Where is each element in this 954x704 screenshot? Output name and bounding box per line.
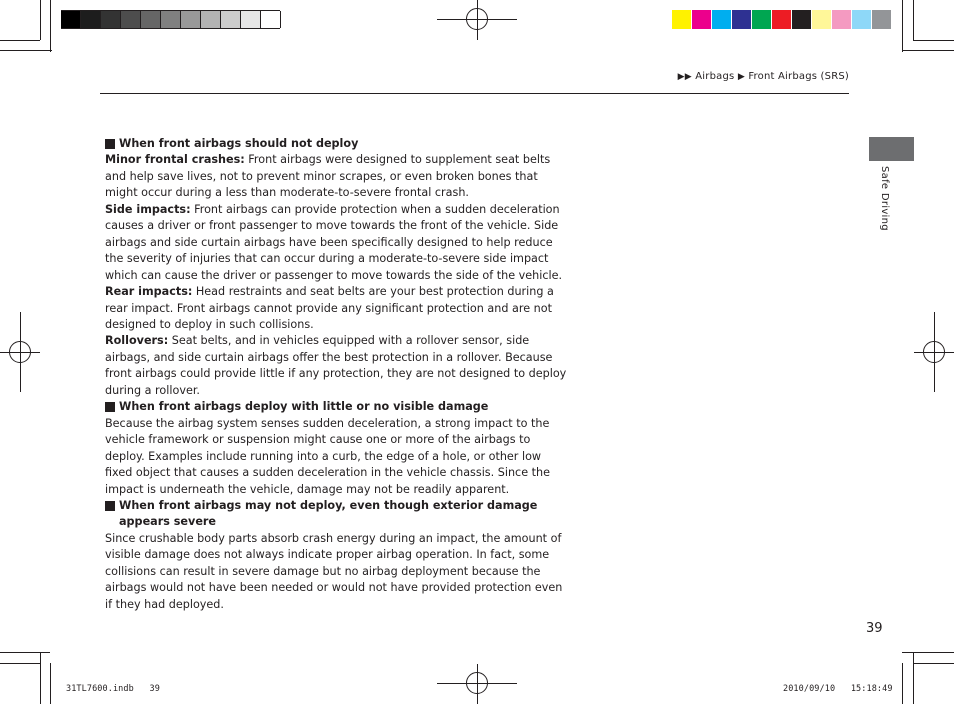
crop-mark	[40, 652, 41, 704]
section-heading-text: When front airbags should not deploy	[119, 137, 359, 150]
registration-circle	[9, 341, 31, 363]
crop-mark	[50, 663, 51, 704]
crop-mark	[0, 50, 52, 51]
color-swatch	[792, 10, 811, 29]
crop-mark	[50, 0, 51, 52]
footer-filename: 31TL7600.indb	[66, 684, 134, 694]
grayscale-swatch	[101, 11, 121, 28]
paragraph	[105, 152, 567, 201]
breadcrumb-arrow-icon: ▶	[737, 72, 745, 82]
breadcrumb-item-front-airbags[interactable]: Front Airbags (SRS)	[748, 71, 849, 82]
paragraph-text: Because the airbag system senses sudden deceleration, a strong impact to the vehicle framework or suspension might cause one or more of the airbags to deploy. Examples include running into a curb, the edge of a hole, or other low fixed object that causes a sudden deceleration in the vehicle chassis. Since the impact is underneath the vehicle, damage may not be readily apparent.	[105, 416, 551, 496]
registration-circle	[923, 341, 945, 363]
paragraph-text: Head restraints and seat belts are your best protection during a rear impact. Front airbags cannot provide any significant protection and are not designed to deploy in such collisions.	[105, 285, 554, 331]
crop-mark	[913, 0, 914, 40]
color-swatch	[692, 10, 711, 29]
section-heading-text: When front airbags may not deploy, even though exterior damage appears severe	[119, 498, 538, 529]
color-swatch	[712, 10, 731, 29]
crop-mark	[40, 0, 41, 40]
color-swatch	[752, 10, 771, 29]
square-bullet-icon	[105, 139, 115, 149]
crop-mark	[902, 0, 903, 52]
footer-time: 15:18:49	[850, 684, 893, 694]
section-heading	[105, 498, 539, 531]
square-bullet-icon	[105, 402, 115, 412]
chapter-tab	[869, 137, 914, 161]
footer-file	[66, 684, 160, 694]
square-bullet-icon	[105, 501, 115, 511]
footer-timestamp	[783, 684, 893, 694]
crop-mark	[913, 663, 954, 664]
section-heading	[105, 399, 567, 415]
grayscale-calibration-strip	[61, 10, 280, 29]
crop-mark	[0, 663, 40, 664]
paragraph-text: Front airbags can provide protection when a sudden deceleration causes a driver or front passenger to move towards the front of the vehicle. Side airbags and side curtain airbags have been specifically designed to help reduce the severity of injuries that can occur during a moderate-to-severe side impact which can cause the driver or passenger to move towards the side of the vehicle.	[105, 202, 563, 282]
paragraph	[105, 333, 567, 399]
paragraph-lead: Side impacts:	[105, 202, 191, 216]
header-rule	[100, 93, 849, 94]
page-number: 39	[866, 621, 883, 636]
paragraph	[105, 531, 567, 613]
breadcrumb	[678, 71, 849, 82]
color-swatch	[812, 10, 831, 29]
grayscale-swatch	[81, 11, 101, 28]
breadcrumb-item-airbags[interactable]: Airbags	[695, 71, 735, 82]
grayscale-swatch	[161, 11, 181, 28]
grayscale-swatch	[121, 11, 141, 28]
crop-mark	[0, 40, 40, 41]
crop-mark	[902, 50, 954, 51]
paragraph	[105, 284, 567, 333]
color-swatch	[672, 10, 691, 29]
crop-mark	[0, 652, 50, 653]
registration-circle	[466, 8, 488, 30]
paragraph-lead: Rear impacts:	[105, 285, 193, 299]
paragraph-text: Front airbags were designed to supplement seat belts and help save lives, not to prevent minor scrapes, or even broken bones that might occur during a less than moderate-to-severe frontal crash.	[105, 153, 551, 200]
paragraph-text: Seat belts, and in vehicles equipped with a rollover sensor, side airbags, and side curtain airbags offer the best protection in a rollover. Because front airbags could provide little if any protection, they are not designed to deploy during a rollover.	[105, 334, 567, 397]
color-calibration-strip	[672, 10, 893, 29]
paragraph-lead: Rollovers:	[105, 334, 169, 348]
paragraph-lead: Minor frontal crashes:	[105, 153, 245, 167]
crop-mark	[913, 652, 914, 704]
breadcrumb-arrow-icon: ▶▶	[677, 72, 692, 82]
color-swatch	[832, 10, 851, 29]
section-heading-text: When front airbags deploy with little or no visible damage	[119, 400, 489, 414]
grayscale-swatch	[141, 11, 161, 28]
footer-date: 2010/09/10	[783, 684, 836, 694]
chapter-tab-text: Safe Driving	[879, 166, 890, 231]
grayscale-swatch	[221, 11, 241, 28]
crop-mark	[913, 40, 954, 41]
grayscale-swatch	[61, 11, 81, 28]
crop-mark	[902, 663, 903, 704]
grayscale-swatch	[181, 11, 201, 28]
footer-page: 39	[149, 684, 160, 694]
grayscale-swatch	[261, 11, 281, 28]
registration-circle	[466, 672, 488, 694]
paragraph	[105, 416, 567, 498]
color-swatch	[872, 10, 891, 29]
grayscale-swatch	[201, 11, 221, 28]
color-swatch	[772, 10, 791, 29]
paragraph-text: Since crushable body parts absorb crash energy during an impact, the amount of visible damage does not always indicate proper airbag operation. In fact, some collisions can result in severe damage but no airbag deployment because the airbags would not have been needed or would not have provided protection even if they had deployed.	[105, 531, 563, 611]
color-swatch	[852, 10, 871, 29]
crop-mark	[902, 652, 954, 653]
main-content	[105, 136, 567, 613]
color-swatch	[732, 10, 751, 29]
section-heading	[105, 136, 567, 152]
chapter-tab-label	[878, 166, 890, 236]
paragraph	[105, 202, 567, 284]
grayscale-swatch	[241, 11, 261, 28]
